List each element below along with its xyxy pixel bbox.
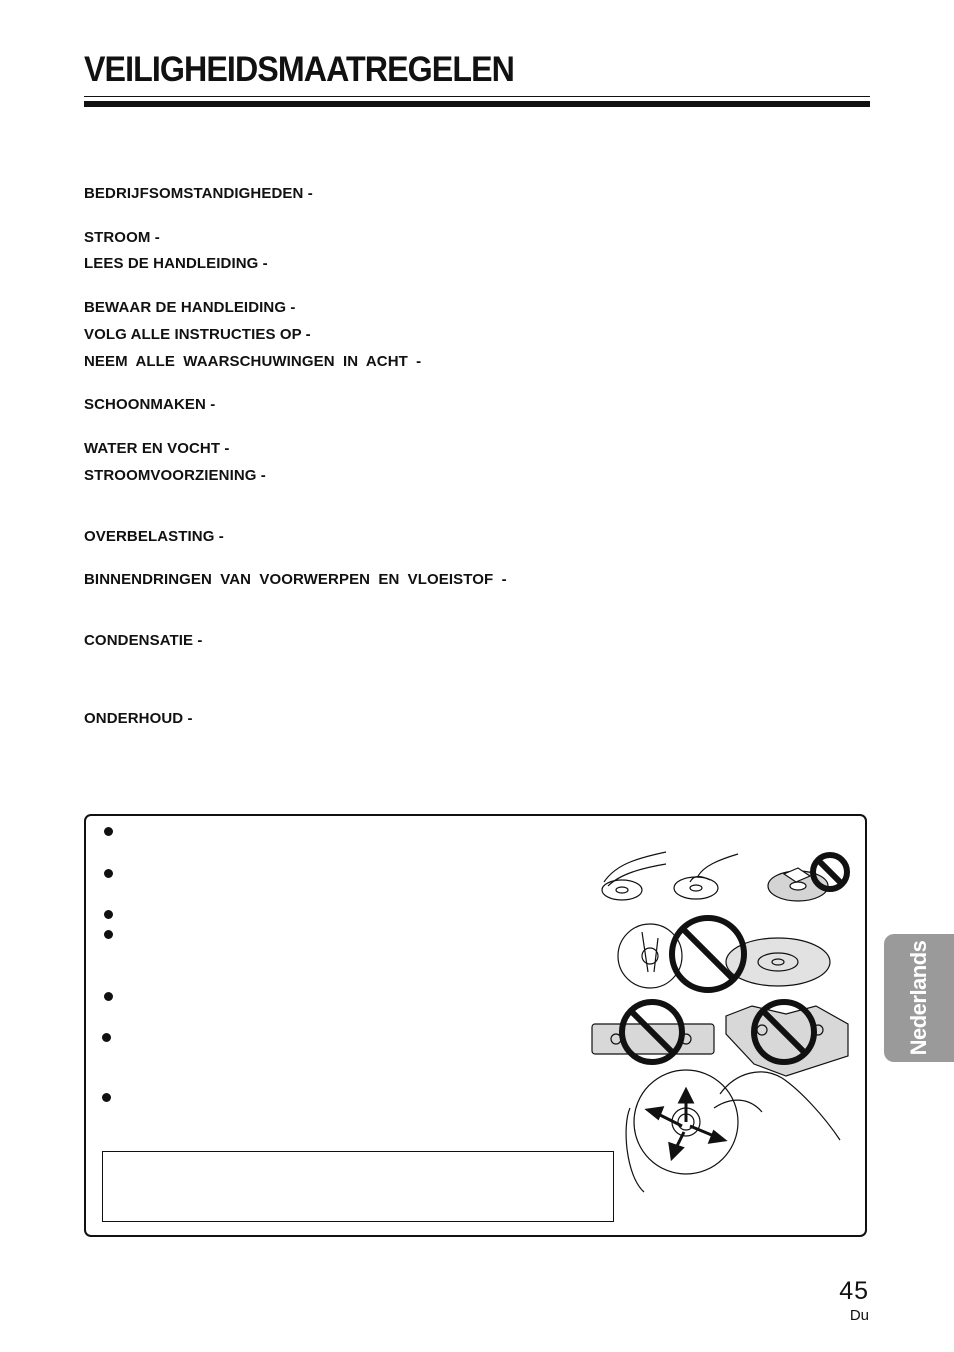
title-rule-thick: [84, 101, 870, 107]
section-heading-water-moisture: WATER EN VOCHT -: [84, 440, 230, 457]
disc-cleaning-icon: [626, 1070, 840, 1192]
section-heading-read-manual: LEES DE HANDLEIDING -: [84, 255, 268, 272]
list-bullet: [104, 992, 113, 1001]
title-rule-thin: [84, 96, 870, 97]
section-heading-overload: OVERBELASTING -: [84, 528, 224, 545]
note-box: [102, 1151, 614, 1222]
list-bullet: [104, 930, 113, 939]
section-heading-power: STROOM -: [84, 229, 160, 246]
disc-handling-icon: [602, 852, 738, 900]
section-heading-maintenance: ONDERHOUD -: [84, 710, 193, 727]
section-heading-keep-manual: BEWAAR DE HANDLEIDING -: [84, 299, 296, 316]
list-bullet: [104, 910, 113, 919]
language-code: Du: [849, 1307, 869, 1324]
section-heading-power-supply: STROOMVOORZIENING -: [84, 467, 266, 484]
page-title: VEILIGHEIDSMAATREGELEN: [84, 50, 514, 89]
page-number: 45: [839, 1277, 869, 1305]
section-heading-condensation: CONDENSATIE -: [84, 632, 203, 649]
disc-illustrations: [586, 846, 856, 1196]
no-scratched-disc-icon: [618, 924, 830, 988]
section-heading-heed-warnings: NEEM ALLE WAARSCHUWINGEN IN ACHT -: [84, 353, 422, 370]
section-heading-object-liquid-entry: BINNENDRINGEN VAN VOORWERPEN EN VLOEISTOF -: [84, 571, 507, 588]
section-heading-cleaning: SCHOONMAKEN -: [84, 396, 216, 413]
language-side-tab: [884, 934, 954, 1062]
list-bullet: [102, 1033, 111, 1042]
list-bullet: [104, 869, 113, 878]
list-bullet: [102, 1093, 111, 1102]
language-tab-label: Nederlands: [906, 940, 931, 1056]
section-heading-follow-instructions: VOLG ALLE INSTRUCTIES OP -: [84, 326, 311, 343]
list-bullet: [104, 827, 113, 836]
section-heading-operating-conditions: BEDRIJFSOMSTANDIGHEDEN -: [84, 185, 313, 202]
